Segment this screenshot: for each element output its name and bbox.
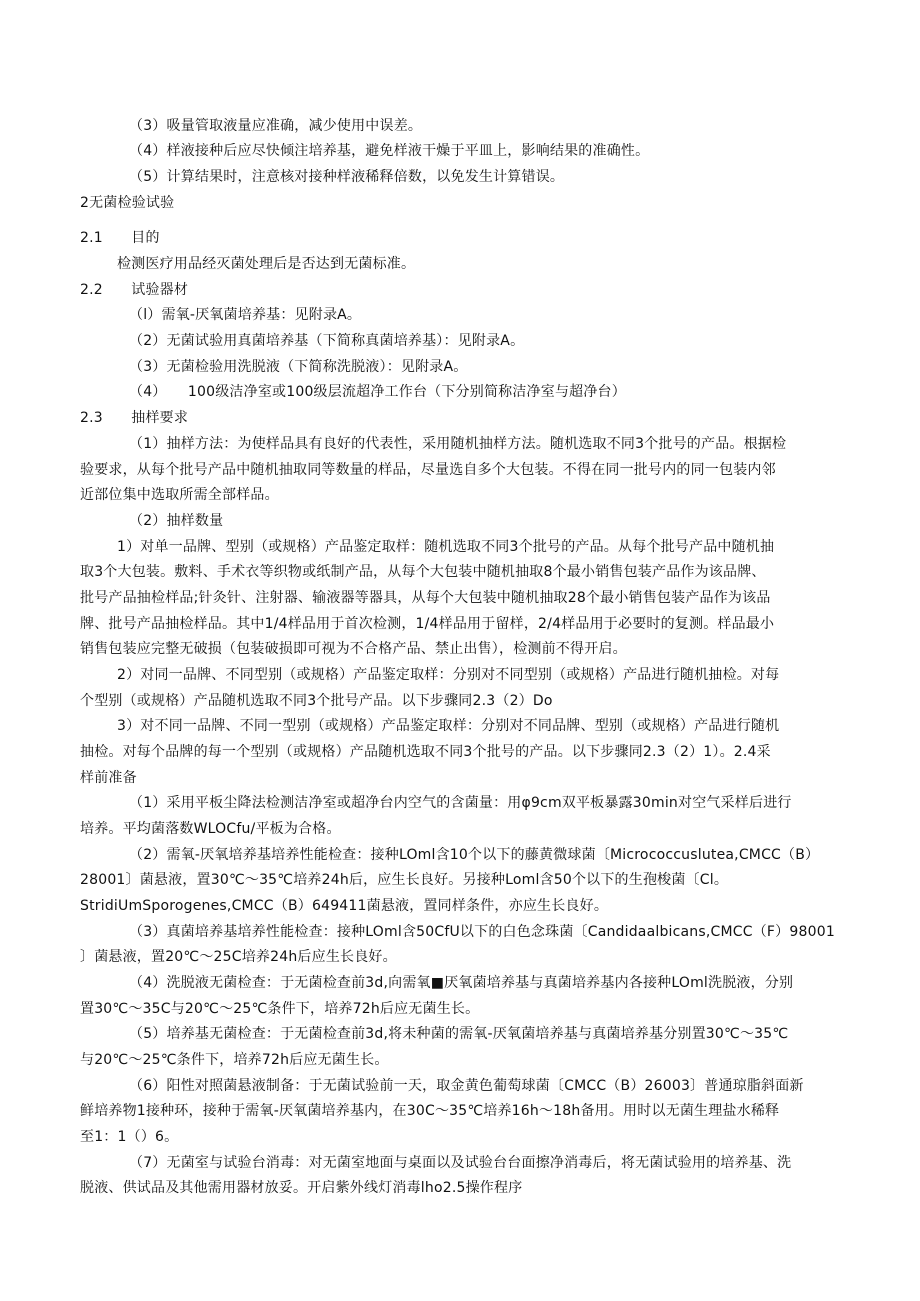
text-line: 批号产品抽检样品;针灸针、注射器、输液器等器具，从每个大包装中随机抽取28个最小销售包装产品作为该品 <box>80 590 771 606</box>
text-line: 置30℃～35C与20℃～25℃条件下，培养72h后应无菌生长。 <box>80 1001 480 1017</box>
text-line: （5）培养基无菌检查：于无菌检查前3d,将未种菌的需氧-厌氧菌培养基与真菌培养基分别置30℃～35℃ <box>129 1026 789 1042</box>
text-line: 2）对同一品牌、不同型别（或规格）产品鉴定取样：分别对不同型别（或规格）产品进行随机抽检。对每 <box>117 667 780 683</box>
subsection-heading: 2.3 抽样要求 <box>80 410 189 426</box>
text-line: （1）采用平板尘降法检测洁净室或超净台内空气的含菌量：用φ9cm双平板暴露30min对空气采样后进行 <box>129 795 792 811</box>
text-line: 脱液、供试品及其他需用器材放妥。开启紫外线灯消毒lho2.5操作程序 <box>80 1180 523 1196</box>
text-line: 检测医疗用品经灭菌处理后是否达到无菌标准。 <box>117 256 416 272</box>
text-line: （1）抽样方法：为使样品具有良好的代表性，采用随机抽样方法。随机选取不同3个批号的产品。根据检 <box>129 436 787 452</box>
text-line: （3）真菌培养基培养性能检查：接种LOml含50CfU以下的白色念珠菌〔Candidaalbicans,CMCC（F）98001 <box>129 924 835 940</box>
text-line: StridiUmSporogenes,CMCC（B）649411菌悬液，置同样条件，亦应生长良好。 <box>80 898 609 914</box>
text-line: 销售包装应完整无破损（包装破损即可视为不合格产品、禁止出售），检测前不得开启。 <box>80 641 627 657</box>
text-line: 验要求，从每个批号产品中随机抽取同等数量的样品，尽量选自多个大包装。不得在同一批号内的同一包装内邻 <box>80 462 776 478</box>
text-line: 至1：1（）6。 <box>80 1129 179 1145</box>
text-line: （l）需氧-厌氧菌培养基：见附录A。 <box>129 307 362 323</box>
text-line: 样前准备 <box>80 770 137 786</box>
section-heading: 2无菌检验试验 <box>80 195 175 211</box>
text-line: （4）样液接种后应尽快倾注培养基，避免样液干燥于平皿上，影响结果的准确性。 <box>129 143 650 159</box>
text-line: （4） 100级洁净室或100级层流超净工作台（下分别简称洁净室与超净台） <box>129 384 626 400</box>
text-line: （2）无菌试验用真菌培养基（下简称真菌培养基）：见附录A。 <box>129 333 525 349</box>
text-line: 个型别（或规格）产品随机选取不同3个批号产品。以下步骤同2.3（2）Do <box>80 693 553 709</box>
text-line: 牌、批号产品抽检样品。其中1/4样品用于首次检测，1/4样品用于留样，2/4样品用于必要时的复测。样品最小 <box>80 616 775 632</box>
text-line: （2）抽样数量 <box>129 513 224 529</box>
text-line: 3）对不同一品牌、不同一型别（或规格）产品鉴定取样：分别对不同品牌、型别（或规格）产品进行随机 <box>117 718 780 734</box>
text-line: 1）对单一品牌、型别（或规格）产品鉴定取样：随机选取不同3个批号的产品。从每个批号产品中随机抽 <box>117 539 775 555</box>
text-line: （3）吸量管取液量应准确，减少使用中误差。 <box>129 118 423 134</box>
text-line: （4）洗脱液无菌检查：于无菌检查前3d,向需氧■厌氧菌培养基与真菌培养基内各接种LOml洗脱液，分别 <box>129 975 794 991</box>
text-line: 鲜培养物1接种环，接种于需氧-厌氧菌培养基内，在30C～35℃培养16h～18h备用。用时以无菌生理盐水稀释 <box>80 1103 780 1119</box>
text-line: 近部位集中选取所需全部样品。 <box>80 487 279 503</box>
subsection-heading: 2.1 目的 <box>80 230 160 246</box>
text-line: 〕菌悬液，置20℃～25C培养24h后应生长良好。 <box>80 949 397 965</box>
text-line: （6）阳性对照菌悬液制备：于无菌试验前一天，取金黄色葡萄球菌〔CMCC（B）26003〕普通琼脂斜面新 <box>129 1078 804 1094</box>
text-line: （2）需氧-厌氧培养基培养性能检查：接种LOml含10个以下的藤黄微球菌〔Micrococcuslutea,CMCC（B） <box>129 847 820 863</box>
text-line: （5）计算结果时，注意核对接种样液稀释倍数，以免发生计算错误。 <box>129 169 565 185</box>
text-line: 28001〕菌悬液，置30℃～35℃培养24h后，应生长良好。另接种Loml含50个以下的生孢梭菌〔Cl。 <box>80 872 729 888</box>
text-line: （3）无菌检验用洗脱液（下简称洗脱液）：见附录A。 <box>129 359 468 375</box>
subsection-heading: 2.2 试验器材 <box>80 282 189 298</box>
text-line: （7）无菌室与试验台消毒：对无菌室地面与桌面以及试验台台面擦净消毒后，将无菌试验用的培养基、洗 <box>129 1155 792 1171</box>
text-line: 培养。平均菌落数WLOCfu/平板为合格。 <box>80 821 341 837</box>
text-line: 取3个大包装。敷料、手术衣等织物或纸制产品，从每个大包装中随机抽取8个最小销售包装产品作为该品牌、 <box>80 564 766 580</box>
text-line: 与20℃～25℃条件下，培养72h后应无菌生长。 <box>80 1052 389 1068</box>
text-line: 抽检。对每个品牌的每一个型别（或规格）产品随机选取不同3个批号的产品。以下步骤同2.3（2）1）。2.4采 <box>80 744 771 760</box>
